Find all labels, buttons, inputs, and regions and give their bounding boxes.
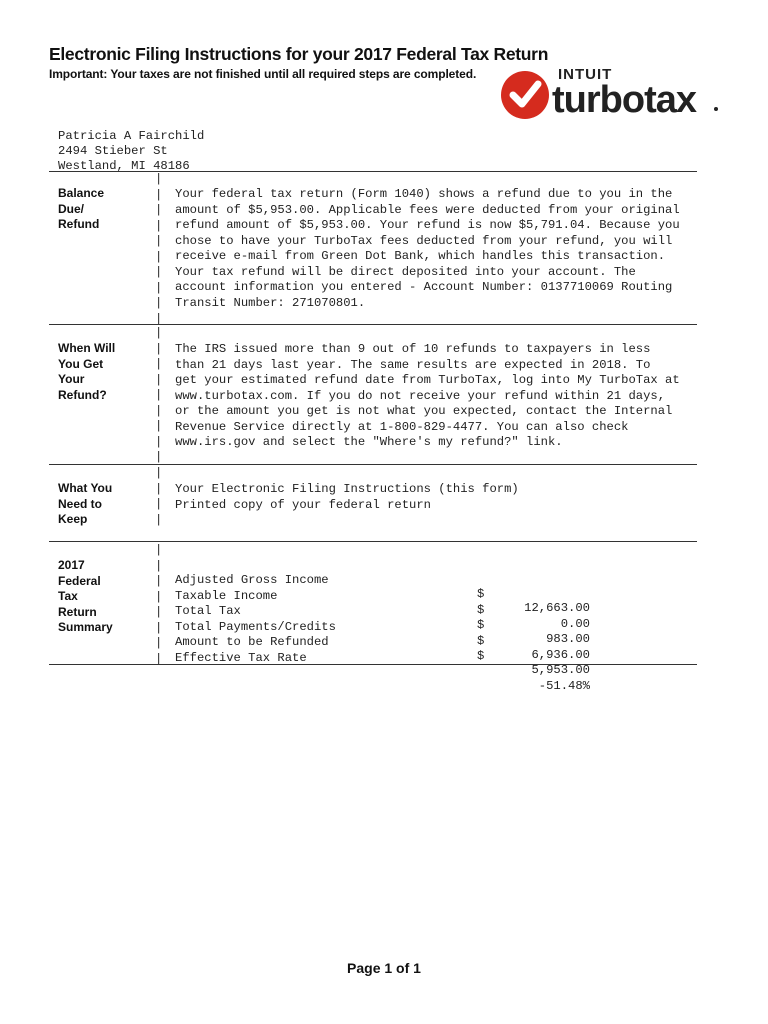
column-separator: | | | |	[155, 466, 163, 527]
section-label-balance: Balance Due/ Refund	[58, 186, 105, 232]
section-body-when: The IRS issued more than 9 out of 10 refunds to taxpayers in less than 21 days last year. The same results are expected in 2018. To get your estimated refund date from TurboTax, log into My TurboTax at www.turbotax.com. If you do not receive your refund within 21 days, or the amount you get is not what you expected, contact the Internal Revenue Service directly at 1-800-829-4477. You can also check www.irs.gov and select the "Where's my refund?" link.	[175, 342, 680, 449]
summary-row-refund-amount: Amount to be Refunded $ 5,953.00	[175, 635, 590, 677]
address-street: 2494 Stieber St	[58, 144, 168, 159]
divider-3	[49, 541, 697, 542]
logo-dot	[714, 107, 718, 111]
divider-top	[49, 171, 697, 172]
section-body-balance: Your federal tax return (Form 1040) shows a refund due to you in the amount of $5,953.00. Applicable fees were deducted from your original refund amount of $5,953.00. Your refund is now $5,791.04. Because you chose to have your TurboTax fees deducted from your refund, you will receive e-mail from Green Dot Bank, which handles this transaction. Your tax refund will be direct deposited into your account. The account information you entered - Account Number: 0137710069 Routing Transit Number: 271070801.	[175, 187, 680, 310]
summary-row-effective-rate: Effective Tax Rate -51.48%	[175, 650, 590, 693]
column-separator: | | | | | | | | |	[155, 326, 163, 464]
logo-intuit-text: INTUIT	[558, 66, 613, 83]
taxpayer-address	[58, 129, 204, 175]
divider-bottom	[49, 664, 697, 665]
document-title: Electronic Filing Instructions for your 2017 Federal Tax Return	[49, 44, 549, 64]
turbotax-checkmark-icon	[500, 62, 722, 124]
section-label-keep: What You Need to Keep	[58, 481, 113, 527]
summary-row-taxable-income: Taxable Income $ 0.00	[175, 588, 590, 631]
summary-table	[175, 559, 590, 693]
logo-turbotax-text: turbotax	[552, 79, 696, 121]
column-separator: | | | | | | | | | |	[155, 172, 163, 326]
section-label-when: When Will You Get Your Refund?	[58, 341, 116, 402]
column-separator: | | | | | | | |	[155, 543, 163, 666]
address-city: Westland, MI 48186	[58, 159, 190, 174]
taxpayer-name: Patricia A Fairchild	[58, 129, 205, 143]
section-label-summary: 2017 Federal Tax Return Summary	[58, 558, 113, 635]
summary-row-agi: Adjusted Gross Income $ 12,663.00	[175, 573, 590, 615]
section-body-keep: Your Electronic Filing Instructions (this form) Printed copy of your federal return	[175, 482, 519, 512]
page-number: Page 1 of 1	[347, 960, 421, 976]
divider-2	[49, 464, 697, 465]
turbotax-logo	[500, 62, 722, 124]
summary-row-total-tax: Total Tax $ 983.00	[175, 604, 590, 646]
summary-row-total-payments: Total Payments/Credits $ 6,936.00	[175, 619, 590, 662]
document-subtitle: Important: Your taxes are not finished until all required steps are completed.	[49, 67, 477, 81]
divider-1	[49, 324, 697, 325]
